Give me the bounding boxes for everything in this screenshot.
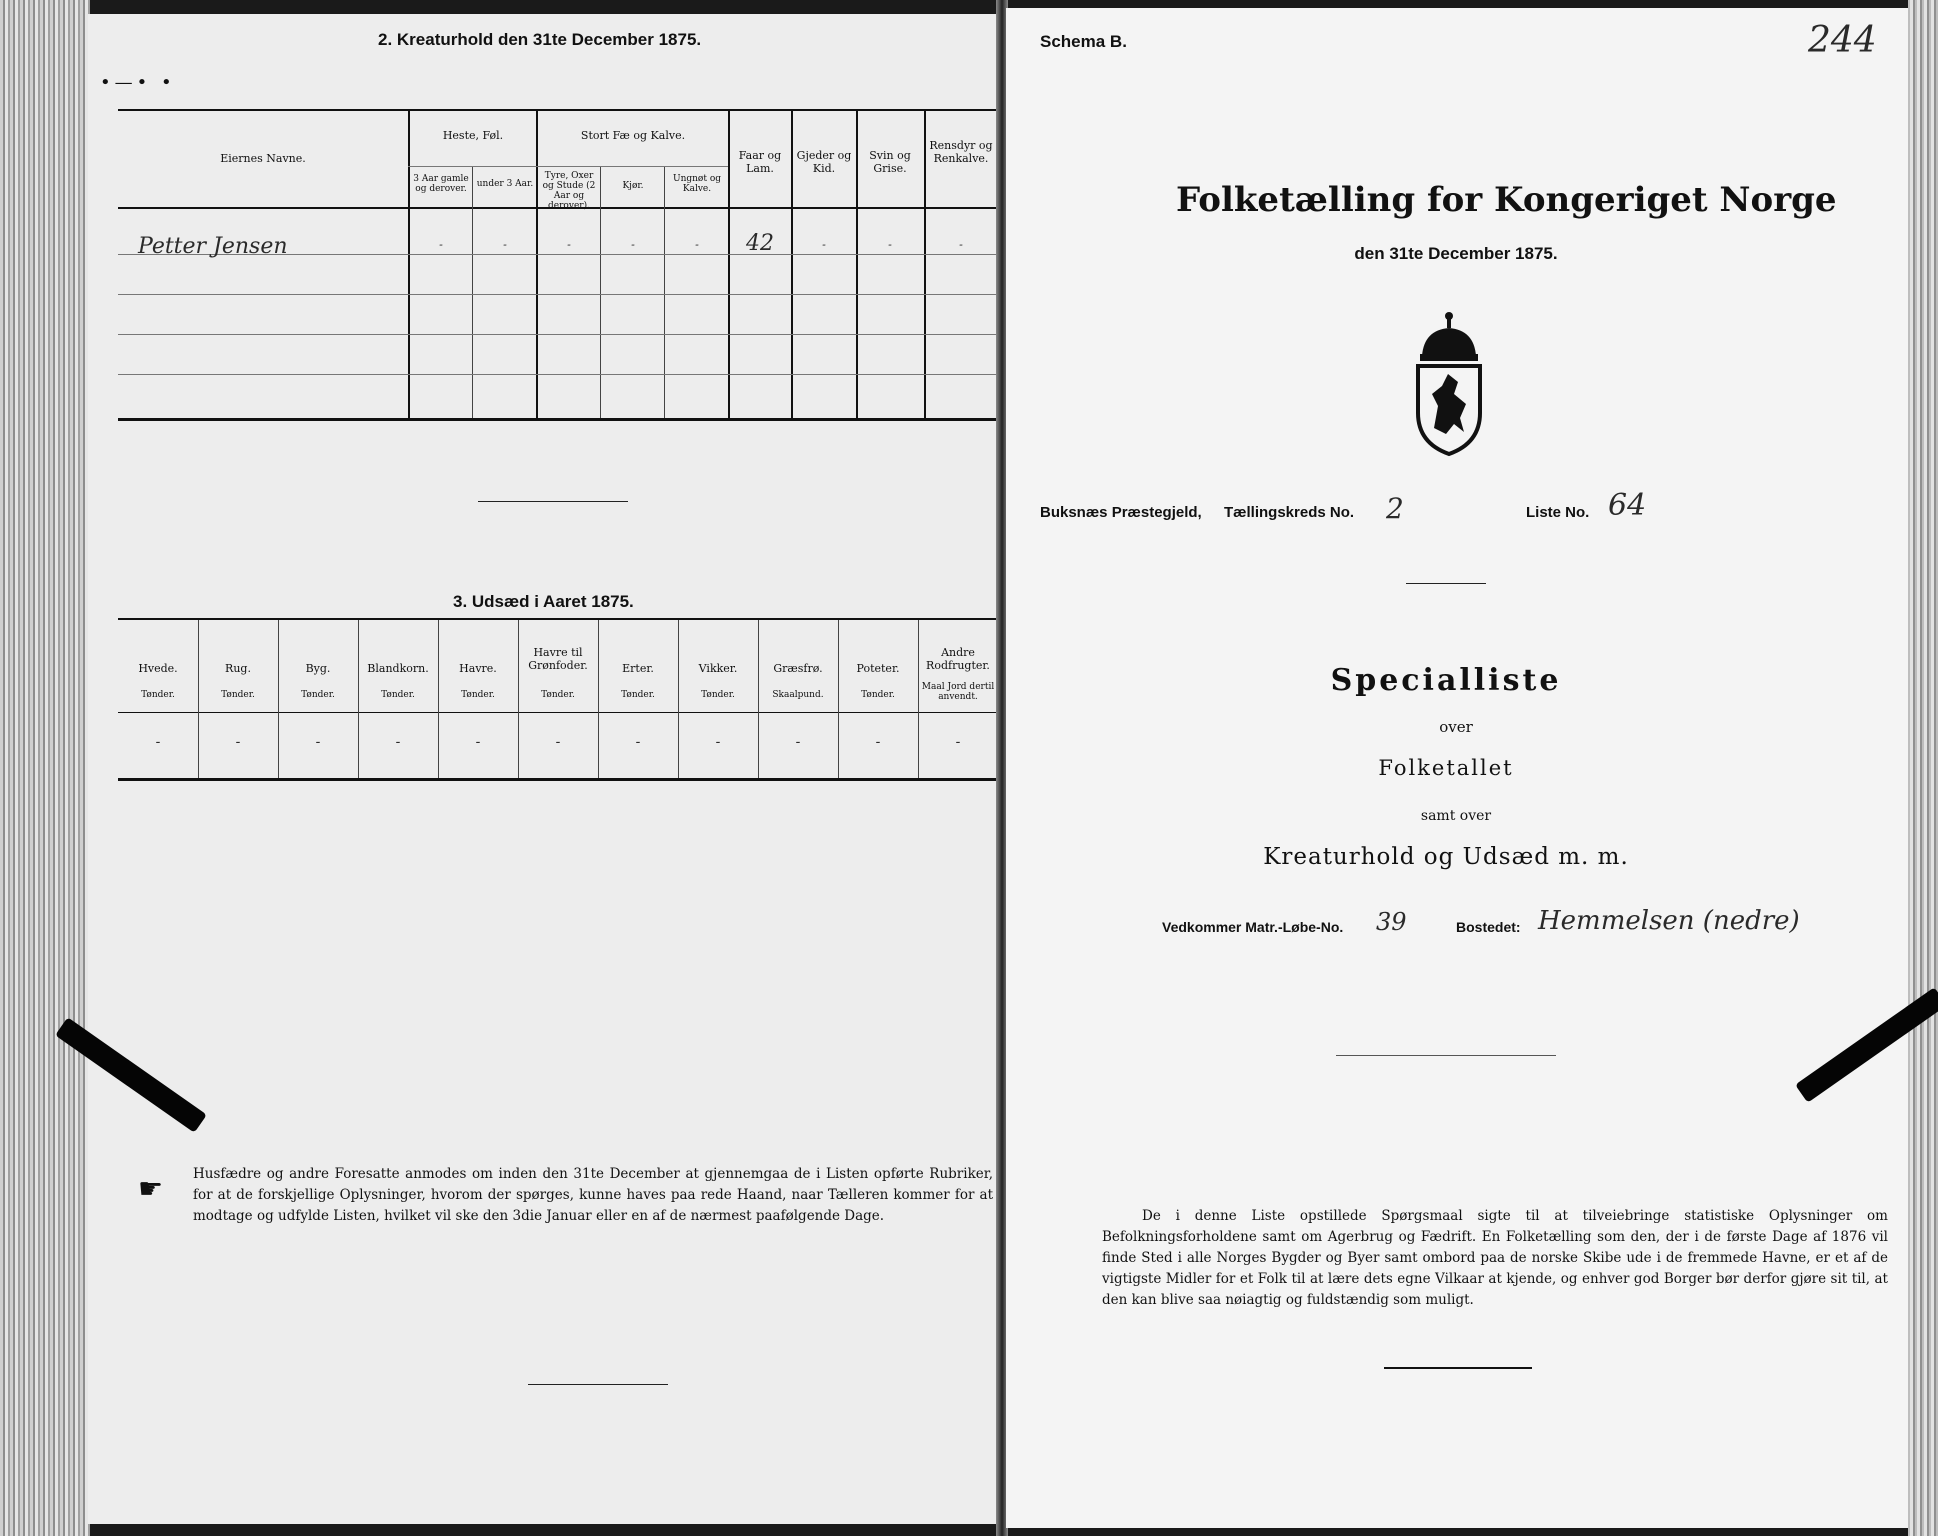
- crop-unit: Tønder.: [141, 690, 175, 700]
- samt-over-label: samt over: [1420, 808, 1492, 824]
- crop-name: Poteter.: [856, 662, 900, 675]
- column-divider: [678, 620, 679, 778]
- row1-faar: 42: [746, 231, 774, 256]
- row1-owner: Petter Jensen: [138, 234, 288, 259]
- book-edge-right: [1908, 0, 1938, 1536]
- section3-title: 3. Udsæd i Aaret 1875.: [453, 592, 634, 611]
- group-stort-header: Stort Fæ og Kalve.: [580, 129, 686, 142]
- col-svin-header: Svin og Grise.: [869, 149, 911, 175]
- bosted-value: Hemmelsen (nedre): [1538, 906, 1800, 936]
- crop-value: -: [155, 734, 161, 750]
- crop-unit: Skaalpund.: [772, 690, 824, 700]
- sub-stort-2: Kjør.: [622, 181, 644, 191]
- crop-value: -: [955, 734, 961, 750]
- crop-name: Rug.: [225, 662, 251, 675]
- crop-value: -: [555, 734, 561, 750]
- crop-unit: Tønder.: [301, 690, 335, 700]
- matr-value: 39: [1376, 908, 1407, 936]
- column-divider: [358, 620, 359, 778]
- krets-label: Tællingskreds No.: [1224, 504, 1355, 521]
- row1-tyre: -: [567, 238, 571, 251]
- crop-unit: Tønder.: [381, 690, 415, 700]
- crop-unit: Tønder.: [621, 690, 655, 700]
- liste-label: Liste No.: [1526, 504, 1590, 521]
- row1-svin: -: [888, 238, 892, 251]
- sub-stort-1: Tyre, Oxer og Stude (2 Aar og derover).: [542, 171, 596, 211]
- main-title: Folketælling for Kongeriget Norge: [1176, 180, 1837, 220]
- crop-value: -: [235, 734, 241, 750]
- column-divider: [838, 620, 839, 778]
- intro-paragraph: De i denne Liste opstillede Spørgsmaal sigte til at tilveiebringe statistiske Oplysninger om Befolkningsforholdene samt om Agerbrug og Fædrift. En Folketælling som den, der i de første Dage af 1876 vil finde Sted i alle Norges Bygder og Byer samt ombord paa de norske Skibe ude i de fremmede Havne, er et af de vigtigste Midler for et Folk til at lære dets egne Vilkaar at kjende, og enhver god Borger bør derfor gjøre sit til, at den kan blive saa nøiagtig og fuldstændig som muligt.: [1102, 1208, 1888, 1308]
- sub-stort-3: Ungnøt og Kalve.: [672, 174, 721, 194]
- row1-rensdyr: -: [959, 238, 963, 251]
- krets-value: 2: [1386, 492, 1404, 525]
- title-date: den 31te December 1875.: [1354, 244, 1558, 263]
- divider: [478, 501, 628, 502]
- crop-value: -: [875, 734, 881, 750]
- page-number: 244: [1808, 20, 1877, 61]
- ornament-mark: •—• •: [100, 72, 176, 93]
- crop-name: Havre.: [459, 662, 497, 675]
- row1-gjeder: -: [822, 238, 826, 251]
- crop-name: Blandkorn.: [367, 662, 429, 675]
- crop-value: -: [395, 734, 401, 750]
- liste-value: 64: [1608, 488, 1647, 523]
- crop-value: -: [715, 734, 721, 750]
- crop-name: Græsfrø.: [773, 662, 823, 675]
- specialliste-heading: Specialliste: [1330, 663, 1562, 698]
- divider: [1384, 1367, 1532, 1369]
- crop-unit: Tønder.: [541, 690, 575, 700]
- prestegjeld-label: Buksnæs Præstegjeld,: [1040, 504, 1202, 521]
- column-divider: [918, 620, 919, 778]
- schema-label: Schema B.: [1040, 32, 1127, 51]
- crop-unit: Maal Jord dertil anvendt.: [921, 682, 995, 702]
- section2-title: 2. Kreaturhold den 31te December 1875.: [378, 30, 702, 49]
- crop-name: Vikker.: [698, 662, 738, 675]
- divider: [1406, 583, 1486, 584]
- folketallet-heading: Folketallet: [1378, 756, 1514, 780]
- divider: [528, 1384, 668, 1385]
- column-divider: [438, 620, 439, 778]
- group-heste-header: Heste, Føl.: [442, 129, 504, 142]
- crop-value: -: [795, 734, 801, 750]
- pointing-hand-icon: ☛: [138, 1172, 164, 1205]
- over-label: over: [1439, 718, 1473, 736]
- bosted-label: Bostedet:: [1456, 919, 1521, 935]
- matr-label: Vedkommer Matr.-Løbe-No.: [1162, 919, 1344, 935]
- col-owner-header: Eiernes Navne.: [220, 152, 306, 165]
- crop-name: Hvede.: [138, 662, 178, 675]
- crop-unit: Tønder.: [861, 690, 895, 700]
- column-divider: [518, 620, 519, 778]
- crop-value: -: [635, 734, 641, 750]
- row1-kjor: -: [631, 238, 635, 251]
- crop-name: Andre Rodfrugter.: [926, 646, 990, 672]
- col-faar-header: Faar og Lam.: [738, 149, 782, 175]
- col-gjeder-header: Gjeder og Kid.: [796, 149, 852, 175]
- column-divider: [198, 620, 199, 778]
- column-divider: [758, 620, 759, 778]
- crop-name: Byg.: [305, 662, 331, 675]
- col-rensdyr-header: Rensdyr og Renkalve.: [929, 139, 993, 165]
- sub-heste-1: 3 Aar gamle og derover.: [413, 174, 469, 194]
- right-page: [1006, 8, 1908, 1528]
- crop-value: -: [315, 734, 321, 750]
- divider: [1336, 1055, 1556, 1056]
- crop-name: Havre til Grønfoder.: [528, 646, 588, 672]
- crop-value: -: [475, 734, 481, 750]
- row1-ungnot: -: [695, 238, 699, 251]
- crop-unit: Tønder.: [221, 690, 255, 700]
- notice-text: Husfædre og andre Foresatte anmodes om inden den 31te December at gjennemgaa de i Listen opførte Rubriker, for at de forskjellige Oplysninger, hvorom der spørges, kunne haves paa rede Haand, naar Tælleren kommer for at modtage og udfylde Listen, hvilket vil ske den 3die Januar eller en af de nærmest paafølgende Dage.: [193, 1166, 993, 1224]
- book-edge-left: [0, 0, 90, 1536]
- left-page: [88, 14, 998, 1524]
- coat-of-arms-icon: [1404, 308, 1494, 458]
- row1-heste2: -: [503, 238, 507, 251]
- kreaturhold-heading: Kreaturhold og Udsæd m. m.: [1263, 844, 1629, 870]
- column-divider: [278, 620, 279, 778]
- sub-heste-2: under 3 Aar.: [476, 179, 534, 189]
- crop-unit: Tønder.: [701, 690, 735, 700]
- crop-unit: Tønder.: [461, 690, 495, 700]
- column-divider: [598, 620, 599, 778]
- row1-heste1: -: [439, 238, 443, 251]
- crop-name: Erter.: [622, 662, 654, 675]
